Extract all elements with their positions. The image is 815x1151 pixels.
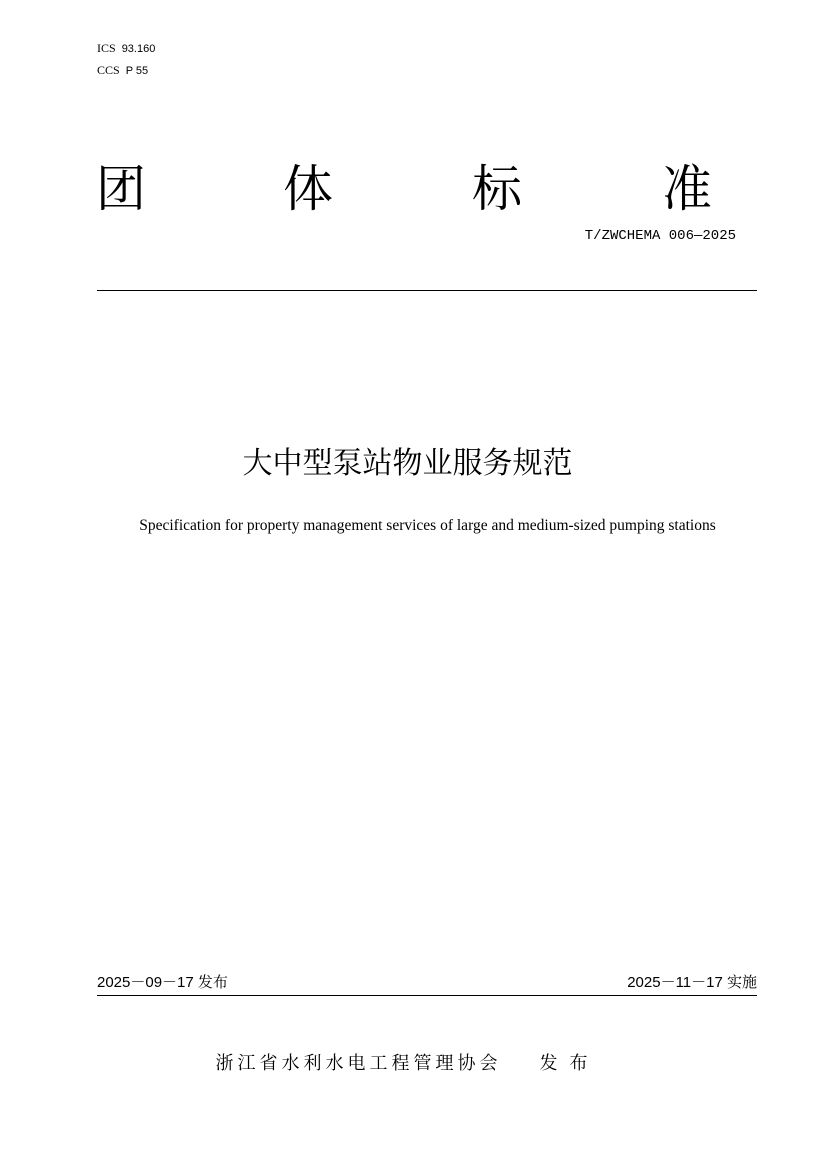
document-title-english: Specification for property management services of large and medium-sized pumping stations bbox=[139, 517, 716, 534]
publisher-line bbox=[0, 1052, 815, 1076]
ics-value: 93.160 bbox=[121, 43, 156, 55]
standard-type-char-1: 团 bbox=[96, 160, 146, 218]
header-divider bbox=[97, 290, 757, 291]
ics-classification bbox=[97, 40, 155, 57]
ics-label: ICS bbox=[97, 41, 116, 55]
standard-number: T/ZWCHEMA 006—2025 bbox=[584, 228, 736, 244]
standard-type-char-2: 体 bbox=[283, 160, 333, 218]
issue-date: 2025－09－17 发布 bbox=[97, 974, 228, 991]
standard-type-char-4: 准 bbox=[662, 160, 712, 218]
publisher-organization: 浙江省水利水电工程管理协会 bbox=[215, 1053, 502, 1074]
standard-type-char-3: 标 bbox=[472, 160, 522, 218]
implementation-date: 2025－11－17 实施 bbox=[627, 974, 757, 991]
ccs-label: CCS bbox=[97, 63, 120, 77]
ccs-classification bbox=[97, 62, 148, 79]
footer-divider bbox=[97, 995, 757, 996]
document-title-chinese: 大中型泵站物业服务规范 bbox=[242, 446, 573, 481]
publish-action: 发布 bbox=[539, 1053, 600, 1074]
ccs-value: P 55 bbox=[125, 65, 149, 77]
